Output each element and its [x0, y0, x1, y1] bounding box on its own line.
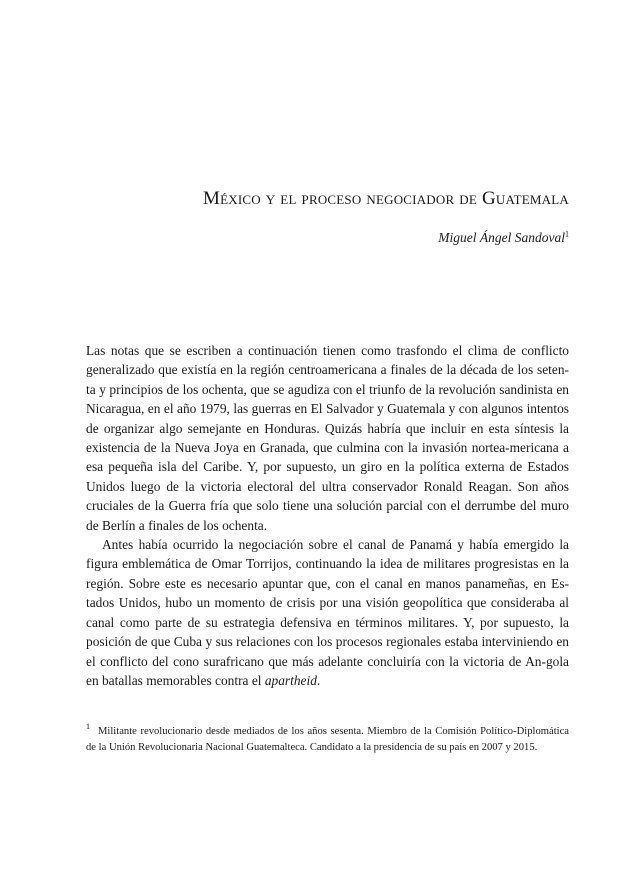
footnote	[86, 724, 569, 757]
body-paragraph-2-end: .	[316, 672, 321, 688]
body-paragraph-1: Las notas que se escriben a continuación tienen como trasfondo el clima de conflicto generalizado que existía en la región centroamericana a finales de la década de los seten-ta y principios de los ochenta, que se agudiza con el triunfo de la revolución sandinista en Nicaragua, en el año 1979, las guerras en El Salvador y Guatemala y con algunos intentos de organizar algo semejante en Honduras. Quizás habría que incluir en esta síntesis la existencia de la Nueva Joya en Granada, que culmina con la invasión nortea-mericana a esa pequeña isla del Caribe. Y, por supuesto, un giro en la política externa de Estados Unidos luego de la victoria electoral del ultra conservador Ronald Reagan. Son años cruciales de la Guerra fría que solo tiene una solución parcial con el derrumbe del muro de Berlín a finales de los ochenta.	[86, 343, 569, 533]
body-paragraph-2-main: Antes había ocurrido la negociación sobre el canal de Panamá y había emergido la figura emblemática de Omar Torrijos, continuando la idea de militares progresistas en la región. Sobre este es necesario apuntar que, con el canal en manos panameñas, en Es-tados Unidos, hubo un momento de crisis por una visión geopolítica que consideraba al canal como parte de su estrategia defensiva en términos militares. Y, por supuesto, la posición de que Cuba y sus relaciones con los procesos regionales estaba interviniendo en el conflicto del cono surafricano que más adelante concluiría con la victoria de An-gola en batallas memorables contra el	[86, 537, 569, 688]
article-title: México y el proceso negociador de Guatemala	[203, 188, 569, 209]
article-author-line	[438, 230, 569, 246]
author-footnote-marker: 1	[565, 229, 569, 239]
body-paragraph-2	[86, 535, 569, 690]
body-paragraph-2-italic: apartheid	[264, 672, 317, 688]
footnote-text: Militante revolucionario desde mediados de los años sesenta. Miembro de la Comisión Político-Diplomática de la Unión Revolucionaria Nacional Guatemalteca. Candidato a la presidencia de su país en 2007 y 2015.	[86, 726, 569, 754]
footnote-number: 1	[86, 722, 90, 732]
article-body	[86, 341, 569, 690]
author-name: Miguel Ángel Sandoval	[438, 230, 565, 245]
